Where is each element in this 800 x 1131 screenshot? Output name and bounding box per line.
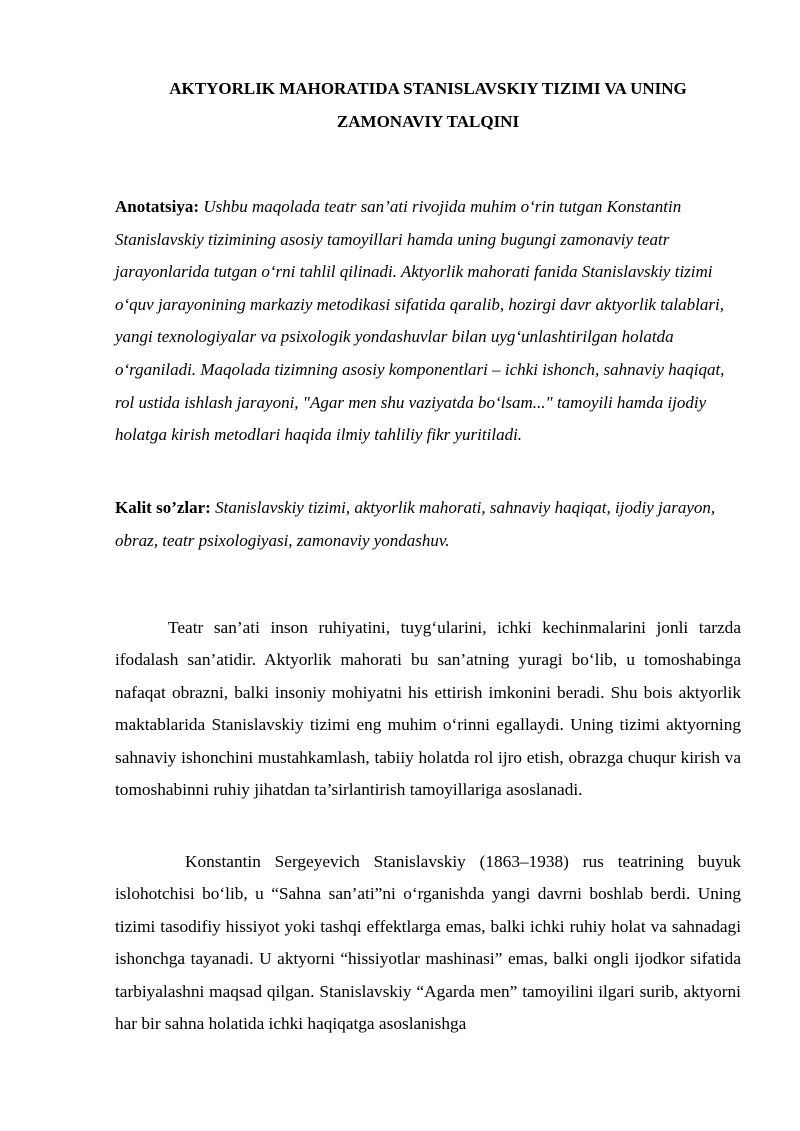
page-title: AKTYORLIK MAHORATIDA STANISLAVSKIY TIZIMI VA UNING ZAMONAVIY TALQINI	[169, 79, 687, 131]
body-paragraph: Teatr san’ati inson ruhiyatini, tuyg‘ularini, ichki kechinmalarini jonli tarzda ifodalash san’atidir. Aktyorlik mahorati bu san’atning yuragi bo‘lib, u tomoshabinga nafaqat obrazni, balki insoniy mohiyatni his ettirish imkonini beradi. Shu bois aktyorlik maktablarida Stanislavskiy tizimi eng muhim o‘rinni egallaydi. Uning tizimi aktyorning sahnaviy ishonchini mustahkamlash, tabiiy holatda rol ijro etish, obrazga chuqur kirish va tomoshabinni ruhiy jihatdan ta’sirlantirish tamoyillariga asoslanadi.	[115, 618, 741, 800]
abstract-section	[115, 191, 745, 452]
keywords-text: Stanislavskiy tizimi, aktyorlik mahorati, sahnaviy haqiqat, ijodiy jarayon, obraz, teatr psixologiyasi, zamonaviy yondashuv.	[115, 498, 716, 550]
keywords-section	[115, 492, 745, 557]
abstract-label: Anotatsiya:	[115, 197, 200, 216]
body-paragraph: Konstantin Sergeyevich Stanislavskiy (1863–1938) rus teatrining buyuk islohotchisi bo‘lib, u “Sahna san’ati”ni o‘rganishda yangi davrni boshlab berdi. Uning tizimi tasodifiy hissiyot yoki tashqi effektlarga emas, balki ichki ruhiy holat va sahnadagi ishonchga tayanadi. U aktyorni “hissiyotlar mashinasi” emas, balki ongli ijodkor sifatida tarbiyalashni maqsad qilgan. Stanislavskiy “Agarda men” tamoyilini ilgari surib, aktyorni har bir sahna holatida ichki haqiqatga asoslanishga	[115, 852, 741, 1034]
abstract-text: Ushbu maqolada teatr san’ati rivojida muhim o‘rin tutgan Konstantin Stanislavskiy tizimining asosiy tamoyillari hamda uning bugungi zamonaviy teatr jarayonlarida tutgan o‘rni tahlil qilinadi. Aktyorlik mahorati fanida Stanislavskiy tizimi o‘quv jarayonining markaziy metodikasi sifatida qaralib, hozirgi davr aktyorlik talablari, yangi texnologiyalar va psixologik yondashuvlar bilan uyg‘unlashtirilgan holatda o‘rganiladi. Maqolada tizimning asosiy komponentlari – ichki ishonch, sahnaviy haqiqat, rol ustida ishlash jarayoni, "Agar men shu vaziyatda bo‘lsam..." tamoyili hamda ijodiy holatga kirish metodlari haqida ilmiy tahliliy fikr yuritiladi.	[115, 197, 725, 445]
keywords-label: Kalit so’zlar:	[115, 498, 211, 517]
